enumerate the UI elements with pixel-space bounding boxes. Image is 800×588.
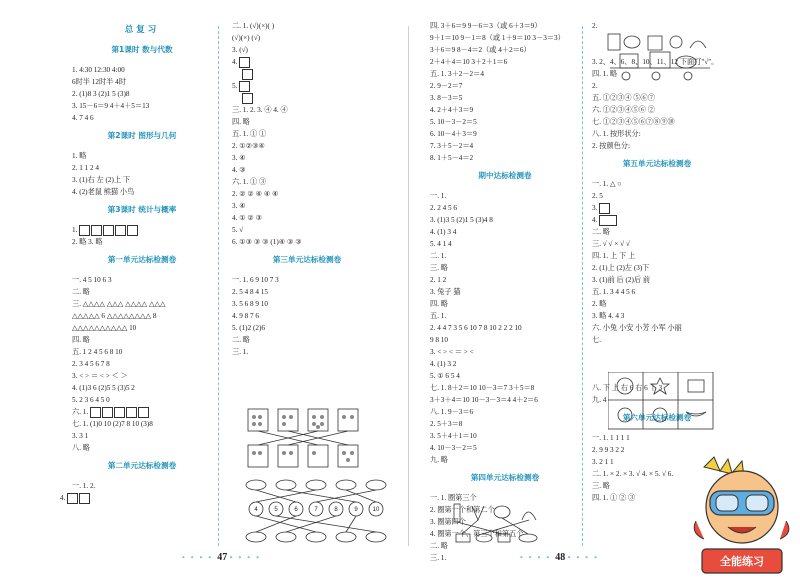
answer-line-boxes xyxy=(72,224,212,236)
answer-line xyxy=(242,68,382,80)
section-title-2: 第2课时 图形与几何 xyxy=(107,131,177,140)
answer-line: 2. xyxy=(592,82,598,90)
answer-line: 4. (1) 3 2 xyxy=(430,360,457,368)
unit6-title: 第六单元达标检测卷 xyxy=(622,413,692,422)
answer-line: 4. (1)3 6 (2)5 5 (3)5 2 xyxy=(72,384,135,392)
column-4 xyxy=(592,20,722,504)
answer-number: 4. xyxy=(60,494,66,502)
answer-number: 5. xyxy=(232,82,238,90)
answer-line xyxy=(592,190,722,202)
answer-line: 3. 15－6＝9 4＋4＋5＝13 xyxy=(72,102,150,110)
answer-line: 7. 3＋5－2＝4 xyxy=(430,142,474,150)
answer-number: 4. xyxy=(232,58,238,66)
unit1-title: 第一单元达标检测卷 xyxy=(107,255,177,264)
answer-line xyxy=(232,80,382,92)
answer-line: 3. 2、4、6、8、10、11、12 下面打"√"。 xyxy=(592,58,719,66)
answer-box xyxy=(239,81,250,92)
column-2 xyxy=(232,20,382,358)
page-dots: • • • • xyxy=(520,553,556,562)
answer-line: 六. 小兔 小安 小芳 小军 小丽 xyxy=(592,324,682,332)
answer-line: 六. ①②③④⑤⑥ ② xyxy=(592,106,655,114)
answer-box xyxy=(103,225,114,236)
svg-text:5: 5 xyxy=(274,507,278,513)
answer-line: 2. 圈第一个和第二个 xyxy=(430,506,495,514)
page-dots: • • • • xyxy=(567,553,599,562)
answer-line: 三. 略 xyxy=(592,482,610,490)
answer-line: 3. 5 6 8 9 10 xyxy=(232,300,268,308)
triangle-circle-shapes: △ ○ xyxy=(609,180,622,188)
answer-box xyxy=(599,203,610,214)
answer-line: 三. 1. 2. 3. ④ 4. ④ xyxy=(232,106,288,114)
answer-line: 4. (1) 3 4 xyxy=(430,228,457,236)
spacer xyxy=(592,358,722,370)
answer-box xyxy=(126,407,137,418)
answer-line: 四. 3＋6＝9 9－6＝3（或 6＋3＝9） xyxy=(430,22,542,30)
section-title-1: 第1课时 数与代数 xyxy=(111,45,173,54)
answer-line: 2. (1)上 (2)左 (3)下 xyxy=(592,264,650,272)
answer-line: 二. 1. × 2. × 3. √ 4. × 5. √ 6. xyxy=(592,470,674,478)
answer-line: 4. 9 8 7 6 xyxy=(232,312,259,320)
answer-line: 2. 按颜色分: xyxy=(592,142,630,150)
svg-text:10: 10 xyxy=(372,507,380,513)
answer-box xyxy=(91,225,102,236)
mascot-logo xyxy=(690,455,794,583)
answer-line: 2. 5 4 8 4 15 xyxy=(232,288,268,296)
answer-line: 九. 4 xyxy=(592,396,607,404)
objects-picture xyxy=(606,28,716,84)
answer-number: 一. 1. 2. xyxy=(72,482,96,490)
answer-box xyxy=(138,407,149,418)
answer-line: 2. 略 xyxy=(592,300,607,308)
answer-line xyxy=(232,56,382,68)
svg-text:7: 7 xyxy=(314,507,318,513)
answer-line: 1. 略 xyxy=(72,152,87,160)
svg-text:9: 9 xyxy=(354,507,358,513)
svg-text:4: 4 xyxy=(254,507,258,513)
answer-line: 3. < > < ＝ > < xyxy=(430,348,474,356)
answer-line: 2. xyxy=(592,22,598,30)
answer-line: 2. (1)8 3 (2)1 5 (3)8 xyxy=(72,90,130,98)
answer-line: 三. √ √ × √ √ xyxy=(592,240,630,248)
page-number-right xyxy=(520,552,599,566)
answer-line: 3＋6＝9 8－4＝2（或 4＋2＝6） xyxy=(430,46,531,54)
answer-line: 二. 1. xyxy=(430,252,447,260)
answer-line: 七. 1. (1)0 10 (2)7 8 10 (3)8 xyxy=(72,420,153,428)
svg-text:8: 8 xyxy=(334,507,338,513)
answer-line: 七. xyxy=(592,336,601,344)
answer-line: 9＋1＝10 9－1＝8（或 1＋9＝10 3－3＝3） xyxy=(430,34,565,42)
answer-line: 一. 1. 6 9 10 7 3 xyxy=(232,276,279,284)
answer-line: 一. 1. xyxy=(430,192,447,200)
answer-line: 3. (√) xyxy=(232,46,248,54)
answer-line: (√)(×) (√) xyxy=(232,34,261,42)
answer-line: 八. 略 xyxy=(72,444,90,452)
answer-line: 四. 1. 略 xyxy=(592,70,618,78)
column-1 xyxy=(60,20,212,504)
answer-line: 4. ③ xyxy=(232,166,246,174)
answer-line: 3. ④ xyxy=(232,202,246,210)
answer-line: 一. 1. 1 1 1 1 xyxy=(592,434,630,442)
answer-box xyxy=(114,407,125,418)
answer-line: 一. 4 5 10 6 3 xyxy=(72,276,112,284)
answer-line-boxes xyxy=(72,480,212,492)
answer-box xyxy=(102,407,113,418)
answer-line: 2. 9 9 3 2 2 xyxy=(592,446,625,454)
answer-line xyxy=(72,406,212,418)
answer-line: 二. 略 xyxy=(232,336,250,344)
answer-box xyxy=(67,493,78,504)
answer-line: 3. (1)右 左 (2)上 下 xyxy=(72,176,131,184)
answer-line: 3. 略 4. 4 3 xyxy=(592,312,625,320)
answer-line: 六. 1. ① ③ xyxy=(232,178,267,186)
answer-line: 八. 1. 9－3＝6 xyxy=(430,408,474,416)
answer-line: 二. 1. (√)(×)( ) xyxy=(232,22,275,30)
answer-line: 八. 下 上 右 6 右 6 下 3 xyxy=(592,384,663,392)
svg-text:6: 6 xyxy=(294,507,298,513)
answer-line-boxes xyxy=(60,492,212,504)
answer-line: 五. 1. ① ① xyxy=(232,130,267,138)
answer-line: 2. 1 1 2 4 xyxy=(72,164,99,172)
answer-box xyxy=(79,225,90,236)
answer-line: 2. 9－2＝7 xyxy=(430,82,463,90)
shapes-grid xyxy=(608,372,714,430)
answer-line: 5. (1)2 (2)6 xyxy=(232,324,265,332)
answer-line: 3. 3 1 xyxy=(72,432,89,440)
page-number: 48 xyxy=(555,552,566,563)
answer-number: 3. xyxy=(592,204,598,212)
answer-line: 6. ①③ ③ ③ (1)④ ③ ③ xyxy=(232,238,302,246)
unit3-title: 第三单元达标检测卷 xyxy=(272,255,342,264)
answer-box xyxy=(239,57,250,68)
answer-line: 三. 1. xyxy=(430,554,447,562)
answer-line: 3. (1)前 后 (2)后 前 xyxy=(592,276,651,284)
answer-line: 五. 1. 3 4 4 5 6 xyxy=(592,288,636,296)
unit2-title: 第二单元达标检测卷 xyxy=(107,461,177,470)
answer-line: 五. ①②③④ ⑤⑥⑦ xyxy=(592,94,655,102)
answer-line: 3. < > ＝ < > ＜ ＞ xyxy=(72,372,128,380)
answer-line: 五. 1. 3＋2－2＝4 xyxy=(430,70,484,78)
answer-box xyxy=(242,69,253,80)
answer-box xyxy=(599,215,617,226)
answer-line: 3. 圈第四个 xyxy=(430,518,466,526)
answer-line: △△△△△△△△△△ 10 xyxy=(72,324,137,332)
answer-line: 八. 1. 按形状分: xyxy=(592,130,641,138)
matching-drawing xyxy=(452,500,542,546)
answer-line: 一. 1. 圈第三个 xyxy=(430,494,477,502)
answer-line: 3. (1)3 5 (2)1 5 (3)4 8 xyxy=(430,216,493,224)
answer-line: 6. 10－4＋3＝9 xyxy=(430,130,477,138)
column-divider xyxy=(582,26,583,546)
answer-line: 1. 4:30 12:30 4:00 xyxy=(72,66,125,74)
answer-line: 5. ① 6 5 4 xyxy=(430,372,460,380)
answer-line xyxy=(242,92,382,104)
answer-line: 四. 略 xyxy=(430,300,448,308)
answer-line: 2. 4 4 7 3 5 6 10 7 8 10 2 2 2 10 xyxy=(430,324,522,332)
answer-line: 2. 略 3. 略 xyxy=(72,238,103,246)
answer-line: 2. 3 4 5 6 7 8 xyxy=(72,360,110,368)
matching-figure xyxy=(238,405,398,550)
page-dots: • • • • xyxy=(182,553,218,562)
page-dots: • • • • xyxy=(229,553,261,562)
answer-line: 3. 5＋4＋1＝10 xyxy=(430,432,477,440)
answer-line: 3. ④ xyxy=(232,154,246,162)
answer-line: 七. ①②③④⑤⑥⑦⑧⑨⑩ xyxy=(592,118,675,126)
unit5-title: 第五单元达标检测卷 xyxy=(622,159,692,168)
answer-line: 2. 2 4 5 6 xyxy=(430,204,457,212)
answer-line xyxy=(592,178,722,190)
answer-line: 4. 10－3－2＝5 xyxy=(430,444,477,452)
answer-line: 2. 1 2 xyxy=(430,276,447,284)
review-title: 总复习 xyxy=(124,25,160,35)
answer-number: 一. 1. xyxy=(592,180,609,188)
answer-line: 五. 1. xyxy=(430,312,447,320)
answer-number: 4. xyxy=(592,216,598,224)
answer-line: 四. 1. 上 下 上 xyxy=(592,252,636,260)
answer-box xyxy=(242,93,253,104)
answer-line: 九. 略 xyxy=(430,456,448,464)
page-number-left xyxy=(182,552,261,566)
section-title-3: 第3课时 统计与概率 xyxy=(107,205,177,214)
answer-box xyxy=(115,225,126,236)
answer-line: 五. 1 2 4 5 6 8 10 xyxy=(72,348,123,356)
answer-box xyxy=(127,225,138,236)
answer-line: 5. √ xyxy=(232,226,244,234)
answer-line: △△△△△ 6 △△△△△△△△ 8 xyxy=(72,312,157,320)
answer-line: 2. 5＋3＝8 xyxy=(430,420,463,428)
answer-line: 二. 略 xyxy=(72,288,90,296)
answer-line: 4. (2)老鼠 熊猫 小鸟 xyxy=(72,188,135,196)
answer-line: 四. 1. ① ② ③ xyxy=(592,494,636,502)
answer-line: 2. ①②③④ xyxy=(232,142,265,150)
answer-line xyxy=(592,202,722,214)
answer-line: 6时半 12时半 4时 xyxy=(72,78,126,86)
answer-line: 三. △△△△ △△△ △△△△ △△△ xyxy=(72,300,166,308)
mascot-badge-text: 全能练习 xyxy=(720,556,764,568)
answer-line: 9 8 10 xyxy=(430,336,448,344)
answer-line: 二. 略 xyxy=(592,228,610,236)
answer-line: 5. 10－3－2＝5 xyxy=(430,118,477,126)
answer-line: 4. 圈第一个、第三个和第五个 xyxy=(430,530,524,538)
answer-line: 四. 略 xyxy=(72,336,90,344)
answer-box xyxy=(90,407,101,418)
answer-number: 六. 1. xyxy=(72,408,89,416)
midterm-title: 期中达标检测卷 xyxy=(478,171,532,180)
answer-line: 3＋3＋4＝10 10－3－3＝4 4＋2＝6 xyxy=(430,396,538,404)
answer-line: 2. ② ② ④ ④ ④ xyxy=(232,190,279,198)
answer-line: 3. 8－3＝5 xyxy=(430,94,463,102)
column-divider xyxy=(218,26,219,546)
answer-line: 3. 2 1 1 xyxy=(592,458,614,466)
answer-line: 三. 略 xyxy=(430,264,448,272)
answer-line: 5. 4 1 4 xyxy=(430,240,452,248)
answer-line: 七. 1. 8＋2＝10 10－3＝7 3＋5＝8 xyxy=(430,384,535,392)
spacer xyxy=(592,346,722,358)
answer-line xyxy=(592,214,722,226)
answer-line: 5. 2 3 6 4 5 0 xyxy=(72,396,110,404)
answer-box xyxy=(79,493,90,504)
page-number: 47 xyxy=(217,552,228,563)
column-3 xyxy=(430,20,580,564)
answer-line: 3. 兔子 猫 xyxy=(430,288,461,296)
center-divider xyxy=(408,26,409,546)
answer-number: 2. 5 xyxy=(592,192,603,200)
answer-number: 1. xyxy=(72,226,78,234)
unit4-title: 第四单元达标检测卷 xyxy=(470,473,540,482)
answer-line: 二. 略 xyxy=(430,542,448,550)
answer-line: 三. 1. xyxy=(232,348,249,356)
answer-line: 4. 2＋4＋3＝9 xyxy=(430,106,474,114)
answer-line: 4. 7 4 6 xyxy=(72,114,94,122)
answer-line: 四. 略 xyxy=(232,118,250,126)
answer-line: 2＋4＋4＝10 3＋2＋1＝6 xyxy=(430,58,508,66)
answer-line: 8. 1＋5－4＝2 xyxy=(430,154,474,162)
answer-line: 4. ① ② ③ xyxy=(232,214,263,222)
